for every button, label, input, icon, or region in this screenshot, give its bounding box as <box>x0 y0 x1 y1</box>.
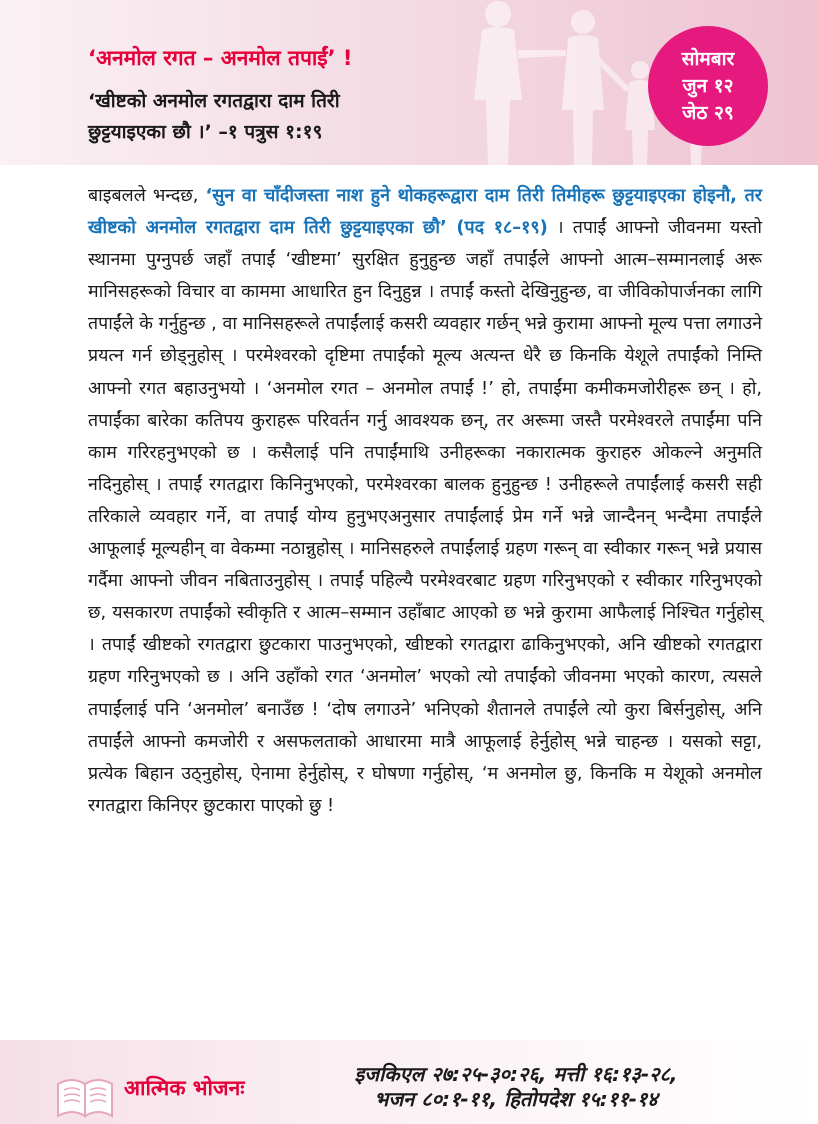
footer-label: आत्मिक भोजनः <box>124 1076 245 1100</box>
reading-line: इजकिएल २७:२५-३०:२६, मत्ती १६:१३-२८, <box>354 1062 678 1086</box>
body-intro: बाइबलले भन्दछ, <box>88 185 206 206</box>
body-text: । तपाईं आफ्नो जीवनमा यस्तो स्थानमा पुग्नुपर्छ जहाँ तपाईं ‘खीष्टमा’ सुरक्षित हुनुहुन्छ जहाँ तपाईंले आफ्नो आत्म–सम्मानलाई अरू मानिसहरूको विचार वा काममा आधारित हुन दिनुहुन्न । तपाईं कस्तो देखिनुहुन्छ, वा जीविकोपार्जनका लागि तपाईंले के गर्नुहुन्छ , वा मानिसहरूले तपाईंलाई कसरी व्यवहार गर्छन् भन्ने कुरामा आफ्नो मूल्य पत्ता लगाउने प्रयत्न गर्न छोड्नुहोस् । परमेश्वरको दृष्टिमा तपाईंको मूल्य अत्यन्त धेरै छ किनकि येशूले तपाईंको निम्ति आफ्नो रगत बहाउनुभयो । ‘अनमोल रगत – अनमोल तपाईं !’ हो, तपाईंमा कमीकमजोरीहरू छन् । हो, तपाईंका बारेका कतिपय कुराहरू परिवर्तन गर्नु आवश्यक छन्, तर अरूमा जस्तै परमेश्वरले तपाईंमा पनि काम गरिरहनुभएको छ । कसैलाई पनि तपाईंमाथि उनीहरूका नकारात्मक कुराहरु ओकल्ने अनुमति नदिनुहोस् । तपाईं रगतद्वारा किनिनुभएको, परमेश्वरका बालक हुनुहुन्छ ! उनीहरूले तपाईंलाई कसरी सही तरिकाले व्यवहार गर्ने, वा तपाईं योग्य हुनुभएअनुसार तपाईंलाई प्रेम गर्ने भन्ने जान्दैनन् भन्दैमा तपाईंले आफूलाई मूल्यहीन् वा वेकम्मा नठान्नुहोस् । मानिसहरुले तपाईंलाई ग्रहण गरून् वा स्वीकार गरून् भन्ने प्रयास गर्दैमा आफ्नो जीवन नबिताउनुहोस् । तपाईं पहिल्यै परमेश्वरबाट ग्रहण गरिनुभएको र स्वीकार गरिनुभएको छ, यसकारण तपाईंको स्वीकृति र आत्म–सम्मान उहाँबाट आएको छ भन्ने कुरामा आफैलाई निश्चित गर्नुहोस् । तपाईं खीष्टको रगतद्वारा छुटकारा पाउनुभएको, खीष्टको रगतद्वारा ढाकिनुभएको, अनि खीष्टको रगतद्वारा ग्रहण गरिनुभएको छ । अनि उहाँको रगत ‘अनमोल’ भएको त्यो तपाईंको जीवनमा भएको कारण, त्यसले तपाईंलाई पनि ‘अनमोल’ बनाउँछ ! ‘दोष लगाउने’ भनिएको शैतानले तपाईंले त्यो कुरा बिर्सनुहोस्, अनि तपाईंले आफ्नो कमजोरी र असफलताको आधारमा मात्रै आफूलाई हेर्नुहोस् भन्ने चाहन्छ । यसको सट्टा, प्रत्येक बिहान उठ्नुहोस्, ऐनामा हेर्नुहोस्, र घोषणा गर्नुहोस्, ‘म अनमोल छु, किनकि म येशूको अनमोल रगतद्वारा किनिएर छुटकारा पाएको छु ! <box>88 217 762 816</box>
date-day: सोमबार <box>681 47 735 70</box>
highlighted-quote: ‘सुन वा चाँदीजस्ता नाश हुने थोकहरूद्वारा दाम तिरी तिमीहरू छुट्टयाइएका होइनौ, तर खीष्टको अनमोल रगतद्वारा दाम तिरी छुट्टयाइएका छौ’ (पद १८–१९) <box>88 185 762 239</box>
key-verse-line: ‘खीष्टको अनमोल रगतद्वारा दाम तिरी <box>88 90 340 112</box>
page-title: ‘अनमोल रगत – अनमोल तपाईं’ ! <box>88 46 353 70</box>
key-verse-line: छुट्टयाइएका छौ ।’ –१ पत्रुस १:१९ <box>88 121 323 143</box>
date-badge <box>648 26 768 146</box>
date-nepali: जेठ २९ <box>682 101 734 124</box>
header-banner <box>0 0 818 165</box>
footer-band <box>0 1040 818 1124</box>
key-verse <box>88 86 508 148</box>
open-book-icon <box>52 1062 118 1122</box>
date-gregorian: जुन १२ <box>682 74 734 97</box>
devotional-body <box>88 180 762 822</box>
reading-line: भजन ८०:१-११, हितोपदेश १५:११-१४ <box>374 1087 658 1111</box>
reading-references <box>296 1062 736 1112</box>
